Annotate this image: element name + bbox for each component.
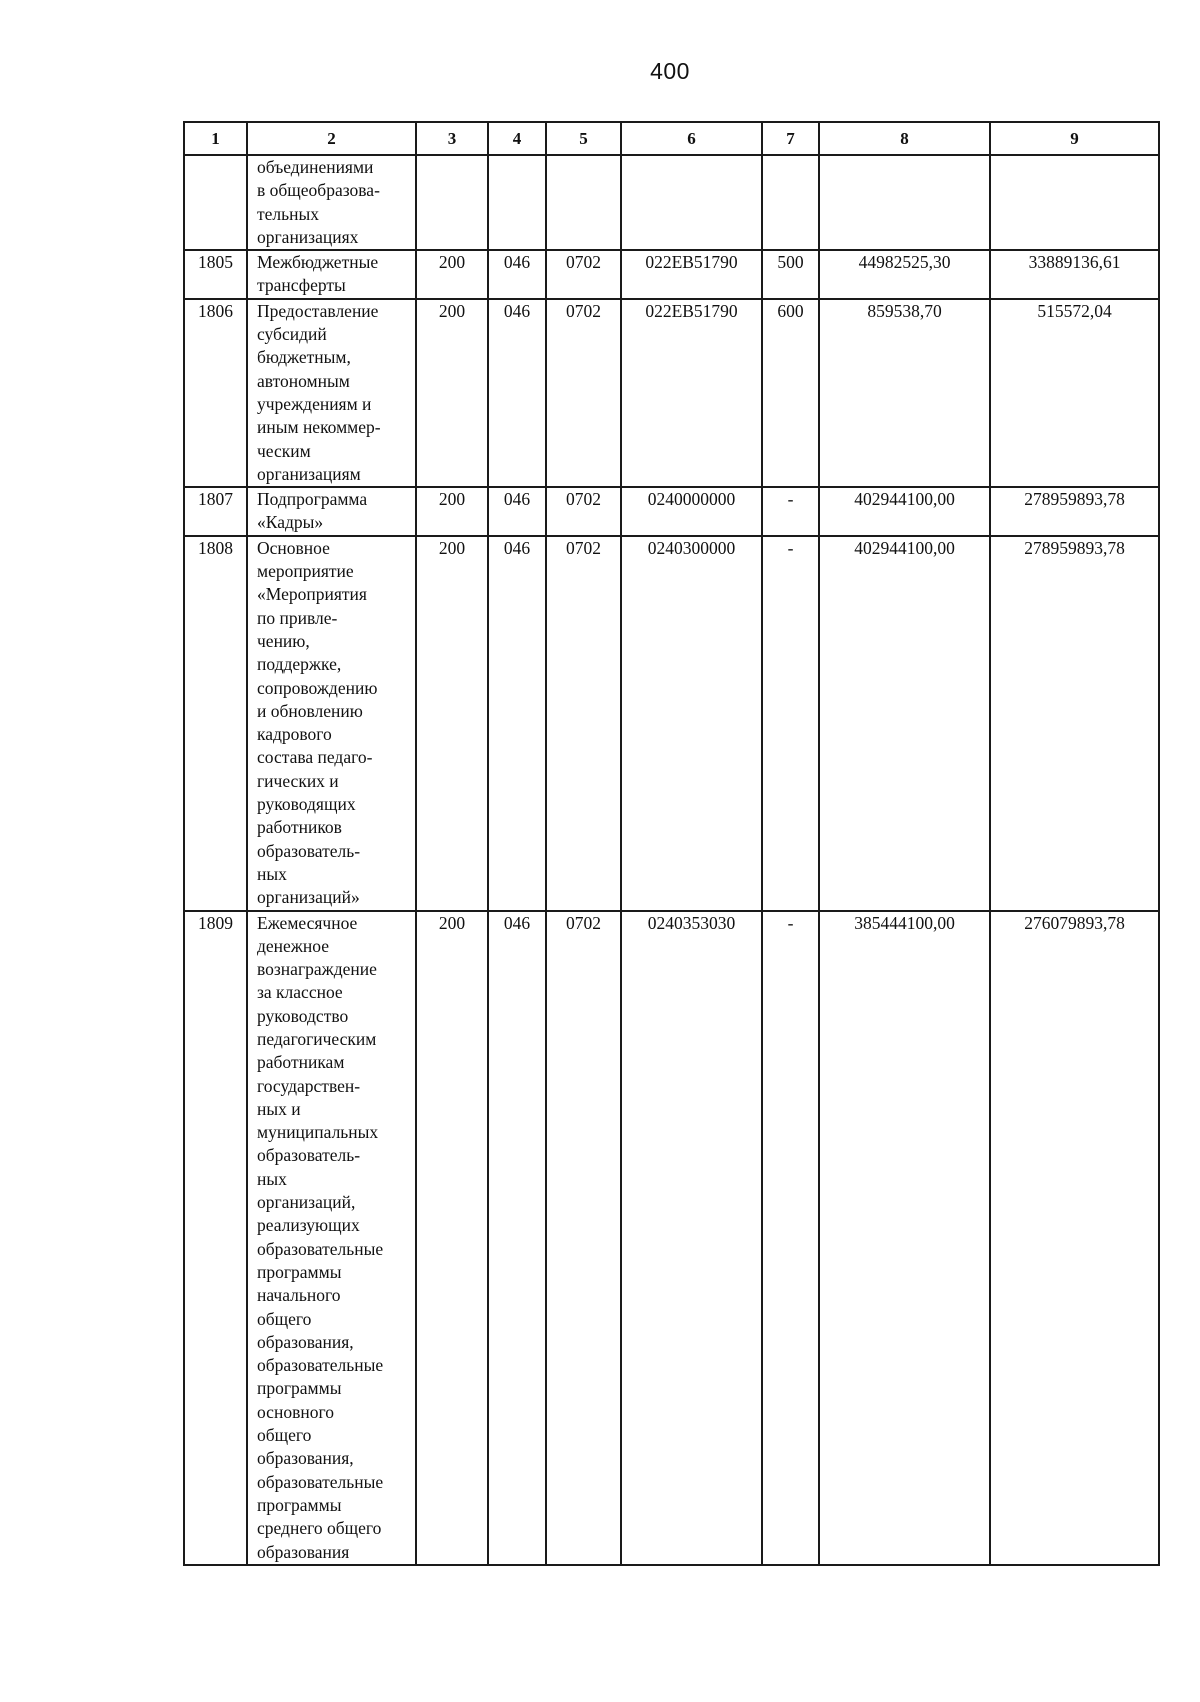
header-col-9: 9 [990,122,1159,155]
row-number: 1809 [184,911,247,1565]
row-col-6: 0240000000 [621,487,762,536]
row-col-9 [990,155,1159,250]
header-col-7: 7 [762,122,819,155]
row-col-9: 33889136,61 [990,250,1159,299]
row-name: Основное мероприятие «Мероприятия по привле- чению, поддержке, сопровождению и обновлению кадрового состава педаго- гических и руководящих работников образователь- ных организаций» [247,536,416,911]
row-col-5: 0702 [546,299,621,487]
table-row [184,487,1159,536]
row-col-8: 402944100,00 [819,536,990,911]
table-row [184,536,1159,911]
row-number: 1805 [184,250,247,299]
header-col-5: 5 [546,122,621,155]
header-col-2: 2 [247,122,416,155]
table-body [184,155,1159,1565]
table-row [184,155,1159,250]
row-col-6: 0240300000 [621,536,762,911]
row-col-5: 0702 [546,250,621,299]
row-col-4: 046 [488,250,546,299]
row-col-3: 200 [416,299,488,487]
row-col-4: 046 [488,299,546,487]
header-col-1: 1 [184,122,247,155]
row-col-9: 515572,04 [990,299,1159,487]
table-row [184,911,1159,1565]
row-col-3: 200 [416,911,488,1565]
row-col-5: 0702 [546,536,621,911]
row-col-7: - [762,487,819,536]
row-name: Предоставление субсидий бюджетным, автономным учреждениям и иным некоммер- ческим организациям [247,299,416,487]
row-col-5: 0702 [546,487,621,536]
row-col-6: 022EB51790 [621,250,762,299]
row-col-8: 385444100,00 [819,911,990,1565]
row-col-4: 046 [488,911,546,1565]
row-number: 1808 [184,536,247,911]
row-col-8: 402944100,00 [819,487,990,536]
row-col-3 [416,155,488,250]
row-col-7: - [762,536,819,911]
header-col-8: 8 [819,122,990,155]
row-name: Межбюджетные трансферты [247,250,416,299]
row-col-3: 200 [416,250,488,299]
row-col-5 [546,155,621,250]
row-number: 1806 [184,299,247,487]
table-row [184,250,1159,299]
budget-table [183,121,1160,1566]
row-col-8 [819,155,990,250]
row-col-6: 0240353030 [621,911,762,1565]
row-number [184,155,247,250]
row-col-4: 046 [488,487,546,536]
row-col-4 [488,155,546,250]
row-name: объединениями в общеобразова- тельных организациях [247,155,416,250]
row-col-3: 200 [416,487,488,536]
row-col-7 [762,155,819,250]
row-name: Ежемесячное денежное вознаграждение за классное руководство педагогическим работникам государствен- ных и муниципальных образователь- ных организаций, реализующих образовательные программы начального общего образования, образовательные программы основного общего образования, образовательные программы среднего общего образования [247,911,416,1565]
header-col-6: 6 [621,122,762,155]
row-col-7: 600 [762,299,819,487]
row-col-8: 44982525,30 [819,250,990,299]
table-row [184,299,1159,487]
row-col-3: 200 [416,536,488,911]
row-col-9: 278959893,78 [990,536,1159,911]
header-col-4: 4 [488,122,546,155]
row-col-7: - [762,911,819,1565]
header-row [184,122,1159,155]
row-name: Подпрограмма «Кадры» [247,487,416,536]
row-col-7: 500 [762,250,819,299]
row-col-6 [621,155,762,250]
row-number: 1807 [184,487,247,536]
row-col-4: 046 [488,536,546,911]
row-col-9: 276079893,78 [990,911,1159,1565]
row-col-8: 859538,70 [819,299,990,487]
header-col-3: 3 [416,122,488,155]
row-col-9: 278959893,78 [990,487,1159,536]
table-header [184,122,1159,155]
page-number: 400 [650,58,690,84]
row-col-6: 022EB51790 [621,299,762,487]
row-col-5: 0702 [546,911,621,1565]
